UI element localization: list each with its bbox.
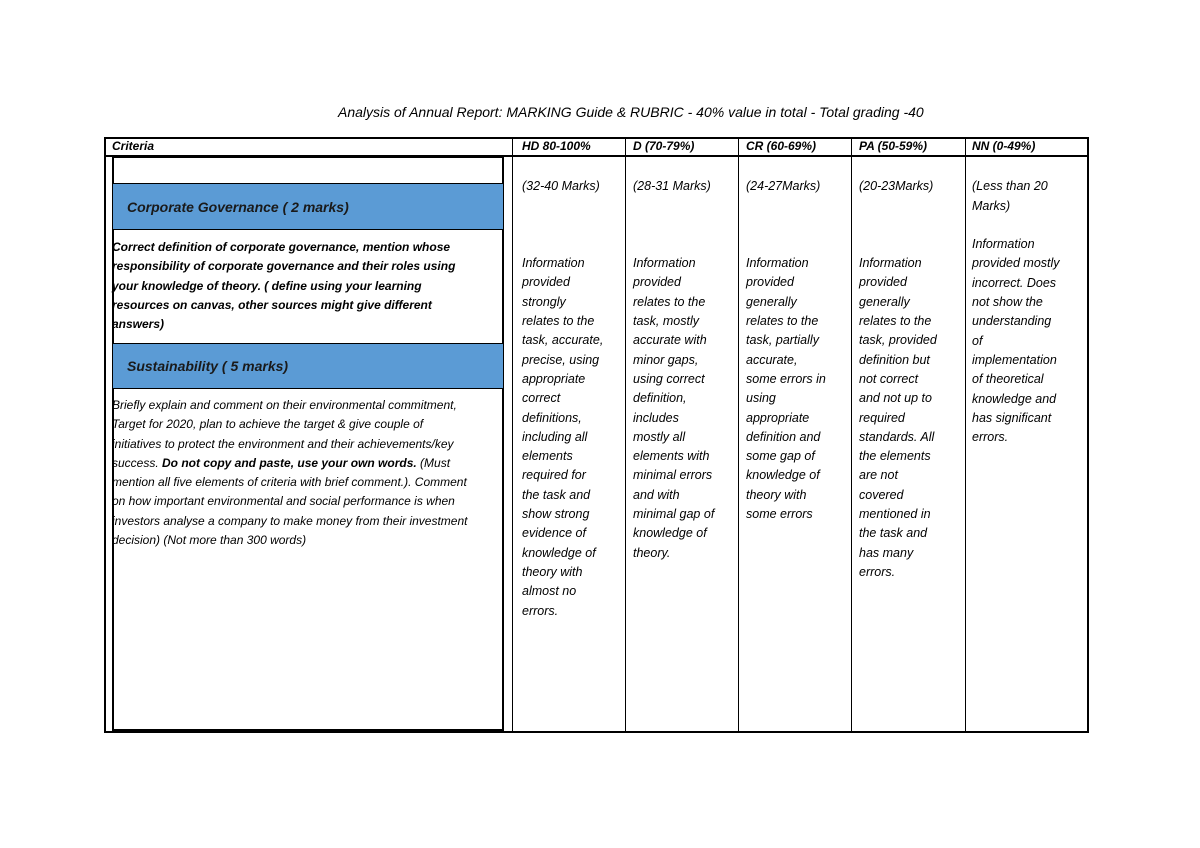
column-divider [851,137,852,733]
header-pa: PA (50-59%) [859,139,928,153]
header-criteria: Criteria [112,139,155,153]
grade-hd-cell [522,158,622,640]
grade-hd-description: Information provided strongly relates to the task, accurate, precise, using appropriate correct definitions, including all elements required for the task and show strong evidence of knowledge of theory with almost no errors. [522,256,604,618]
column-divider [965,137,966,733]
grade-cr-description: Information provided generally relates to the task, partially accurate, some errors in using appropriate definition and some gap of knowledge of theory with some errors [746,256,826,522]
header-d: D (70-79%) [633,139,695,153]
corporate-governance-description: Correct definition of corporate governance, mention whose responsibility of corporate governance and their roles using your knowledge of theory. ( define using your learning resources on canvas, other sources might give different answers) [112,240,456,332]
sustainability-text-bold: Do not copy and paste, use your own words. [162,455,417,470]
header-nn: NN (0-49%) [972,139,1036,153]
header-hd: HD 80-100% [522,139,591,153]
grade-d-marks: (28-31 Marks) [633,179,711,194]
header-cr: CR (60-69%) [746,139,817,153]
grade-d-description: Information provided relates to the task, mostly accurate with minor gaps, using correct definition, includes mostly all elements with minimal errors and with minimal gap of knowledge of theory. [633,256,715,560]
grade-nn-marks: (Less than 20 Marks) [972,179,1048,213]
sustainability-description [112,396,472,550]
grade-nn-description: Information provided mostly incorrect. Does not show the understanding of implementation of theoretical knowledge and has significant errors. [972,237,1060,445]
grade-d-cell [633,158,735,582]
grade-hd-marks: (32-40 Marks) [522,179,600,194]
column-divider [625,137,626,733]
grade-nn-cell [972,158,1084,467]
grade-cr-cell [746,158,848,544]
column-divider [738,137,739,733]
grade-pa-cell [859,158,961,602]
grade-pa-description: Information provided generally relates to the task, provided definition but not correct and not up to required standards. All the elements are not covered mentioned in the task and has many errors. [859,256,937,579]
corporate-governance-heading: Corporate Governance ( 2 marks) [113,183,503,230]
grade-pa-marks: (20-23Marks) [859,179,934,194]
grade-cr-marks: (24-27Marks) [746,179,821,194]
sustainability-text-part1: Briefly explain and comment on their environmental commitment, Target for 2020, plan to achieve the target & give couple of initiatives to protect the environment and their achievements/key success. [112,398,457,470]
sustainability-text-part2: (Must mention all five elements of criteria with brief comment.). Comment on how important environmental and social performance is when investors analyse a company to make money from their investment decision) (Not more than 300 words) [112,455,468,548]
document-title: Analysis of Annual Report: MARKING Guide & RUBRIC - 40% value in total - Total grading -40 [338,104,924,120]
sustainability-heading: Sustainability ( 5 marks) [113,343,503,389]
column-divider [512,137,513,733]
